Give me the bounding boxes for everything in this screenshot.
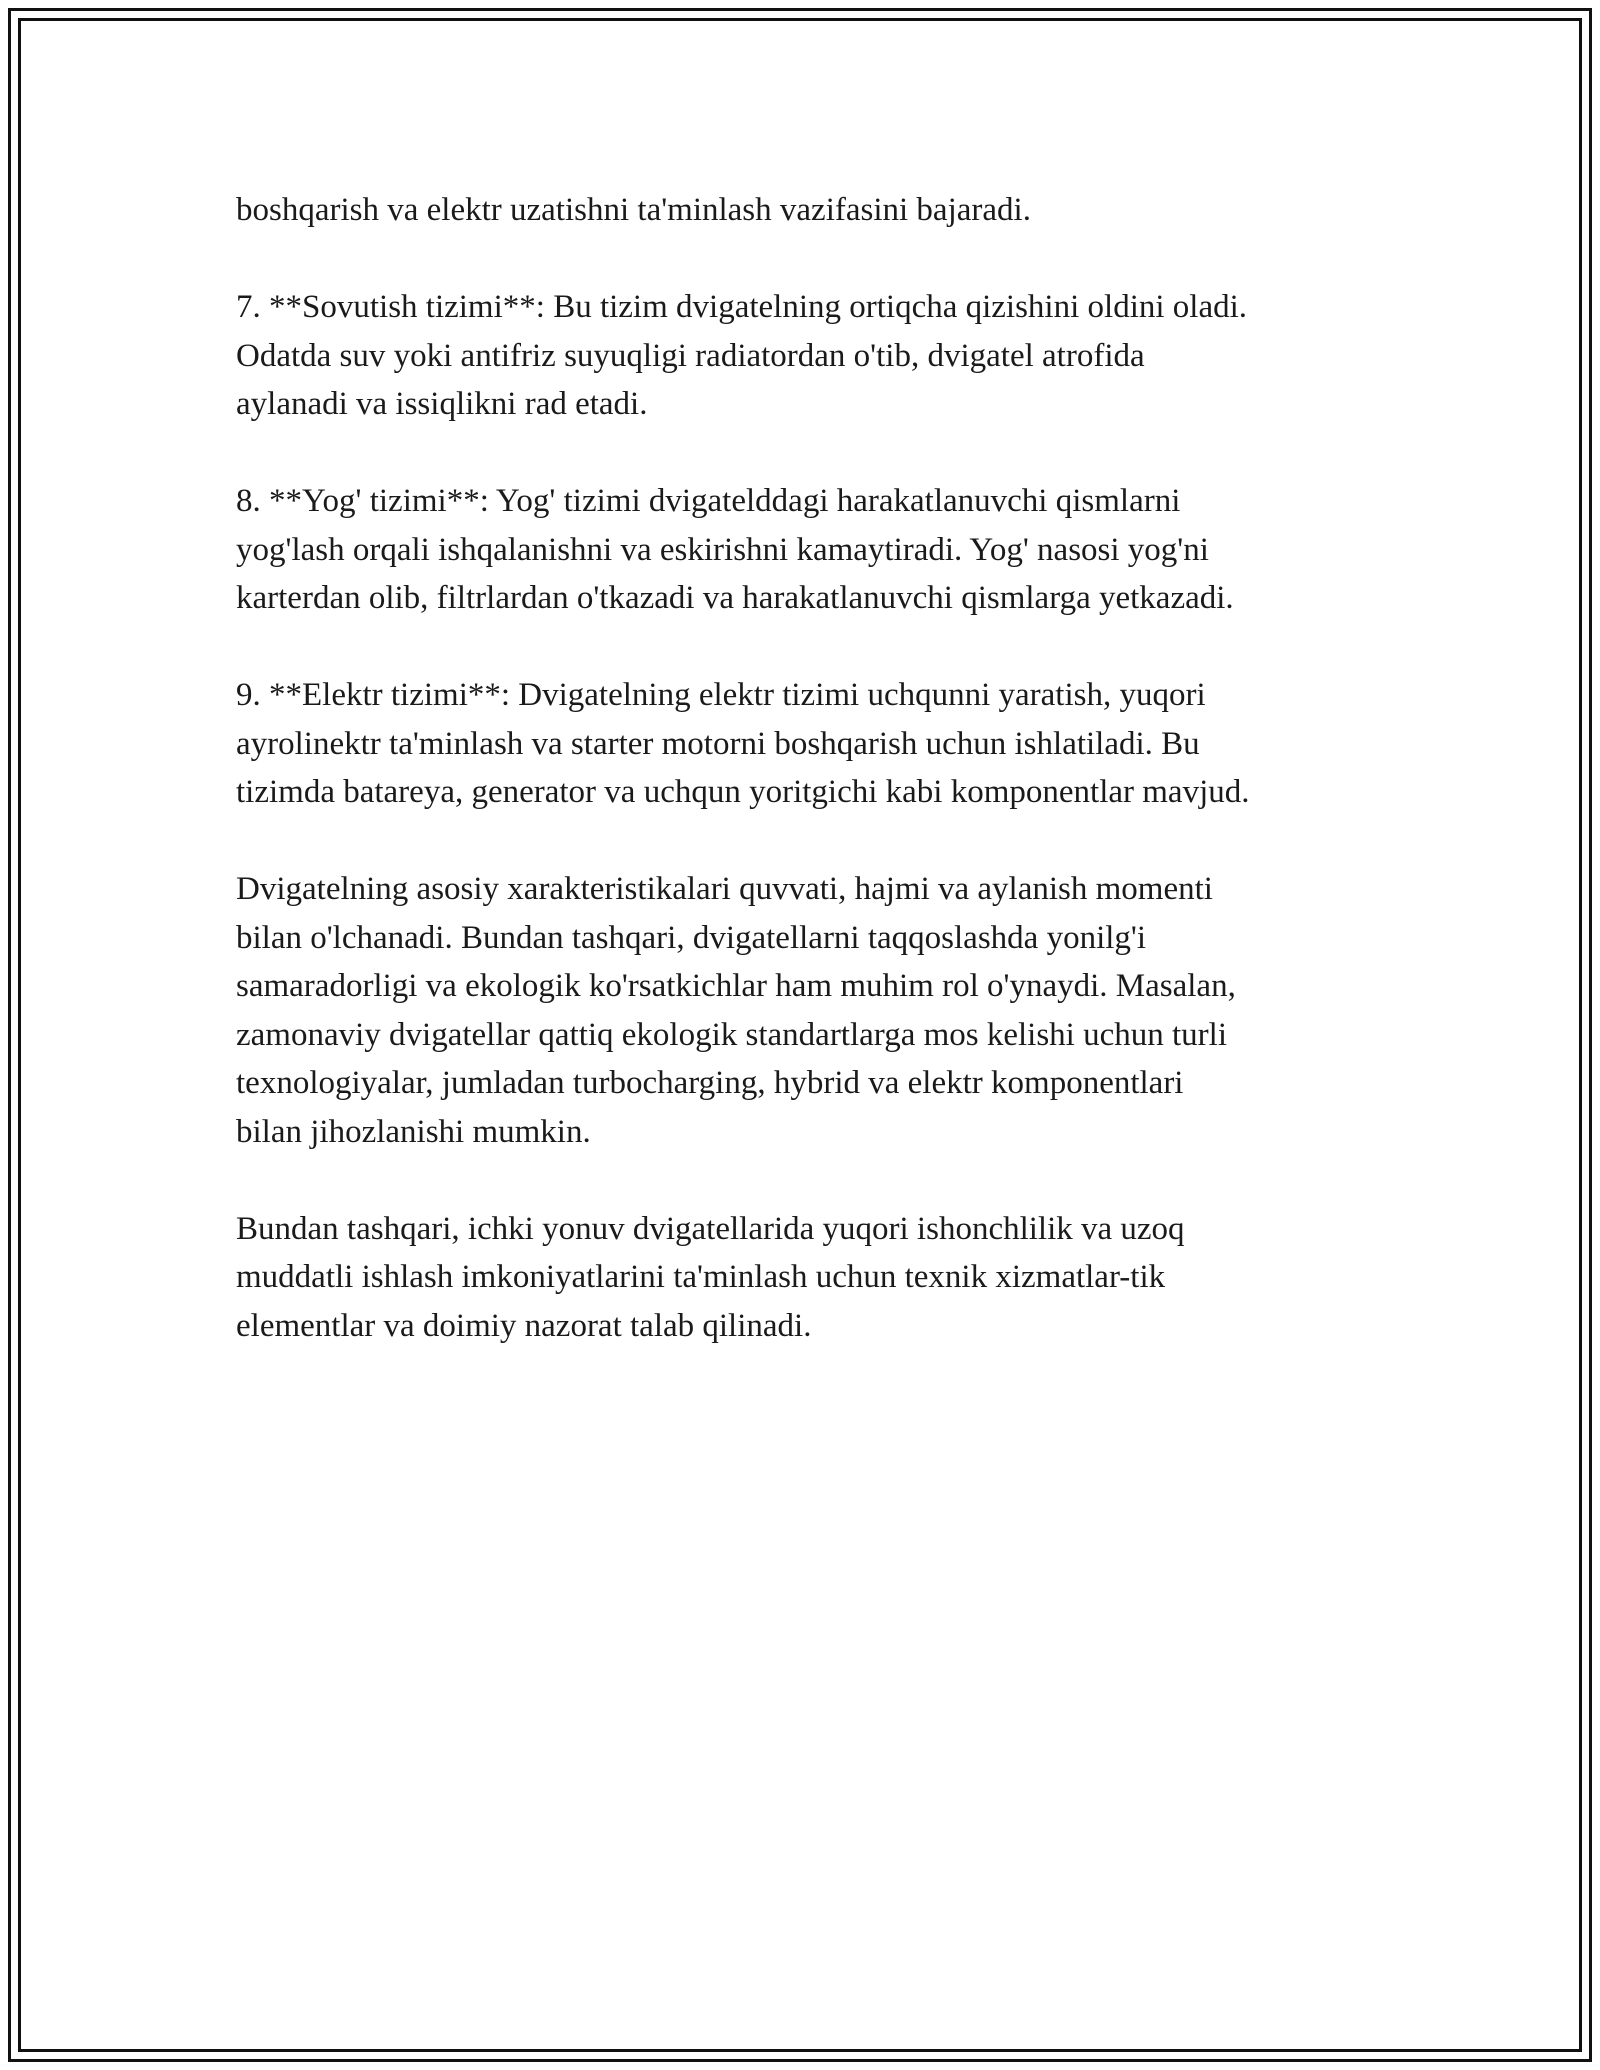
paragraph-oil-system: 8. **Yog' tizimi**: Yog' tizimi dvigatelddagi harakatlanuvchi qismlarni yog'lash orqali ishqalanishni va eskirishni kamaytiradi. Yog' nasosi yog'ni karterdan olib, filtrlardan o'tkazadi va harakatlanuvchi qismlarga yetkazadi. <box>236 483 1234 616</box>
paragraph-cooling-system: 7. **Sovutish tizimi**: Bu tizim dvigatelning ortiqcha qizishini oldini oladi. Odatda suv yoki antifriz suyuqligi radiatordan o'tib, dvigatel atrofida aylanadi va issiqlikni rad etadi. <box>236 289 1248 422</box>
paragraph-maintenance: Bundan tashqari, ichki yonuv dvigatellarida yuqori ishonchlilik va uzoq muddatli ishlash imkoniyatlarini ta'minlash uchun texnik xizmatlar-tik elementlar va doimiy nazorat talab qilinadi. <box>236 1210 1185 1344</box>
paragraph-electrical-system: 9. **Elektr tizimi**: Dvigatelning elektr tizimi uchqunni yaratish, yuqori ayrolinektr ta'minlash va starter motorni boshqarish uchun ishlatiladi. Bu tizimda batareya, generator va uchqun yoritgichi kabi komponentlar mavjud. <box>236 677 1250 810</box>
paragraph-intro-continuation: boshqarish va elektr uzatishni ta'minlash vazifasini bajaradi. <box>236 192 1031 228</box>
paragraph-engine-characteristics: Dvigatelning asosiy xarakteristikalari quvvati, hajmi va aylanish momenti bilan o'lchanadi. Bundan tashqari, dvigatellarni taqqoslashda yonilg'i samaradorligi va ekologik ko'rsatkichlar ham muhim rol o'ynaydi. Masalan, zamonaviy dvigatellar qattiq ekologik standartlarga mos kelishi uchun turli texnologiyalar, jumladan turbocharging, hybrid va elektr komponentlari bilan jihozlanishi mumkin. <box>236 871 1236 1150</box>
document-body <box>236 186 1406 1399</box>
